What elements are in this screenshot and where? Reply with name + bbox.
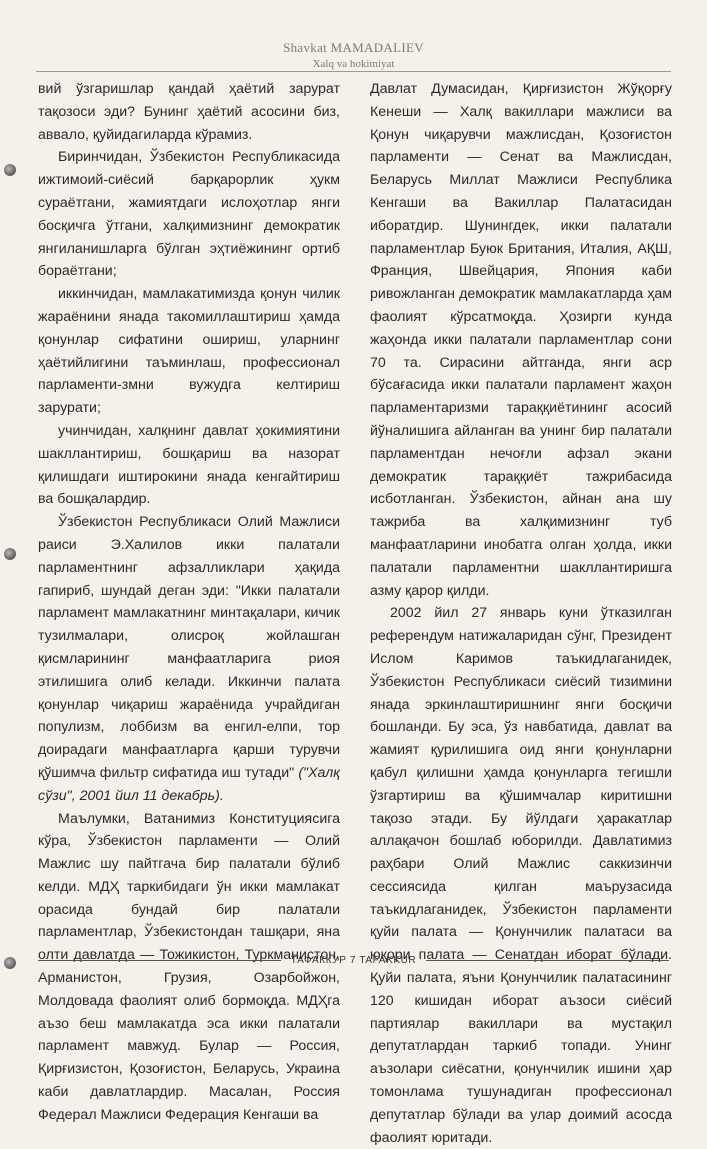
paragraph: вий ўзгаришлар қандай ҳаётий зарурат тақозоси эди? Бунинг ҳаётий асосини биз, аввало, қуйидагиларда кўрамиз.	[38, 81, 340, 143]
header-rule	[36, 71, 671, 72]
footer-label: ТАФАККУР 7 TAFAKKUR	[290, 955, 417, 966]
binder-hole-middle	[4, 548, 16, 560]
header-title: Xalq va hokimiyat	[312, 58, 395, 70]
paragraph: Биринчидан, Ўзбекистон Республикасида ижтимоий-сиёсий барқарорлик ҳукм сураётгани, жамиятдаги ислоҳотлар янги босқичга ўтгани, халқимизнинг демократик янгиланишларга бўлган эҳтиёжининг ортиб бораётгани;	[38, 149, 340, 280]
paragraph: Давлат Думасидан, Қирғизистон Жўқорғу Кенеши — Халқ вакиллари мажлиси ва Қонун чиқарувчи мажлисдан, Қозоғистон парламенти — Сенат ва Мажлисдан, Беларусь Миллат Мажлиси Республика Кенгаши ва Вакиллар Палатасидан иборатдир. Шунингдек, икки палатали парламентлар Буюк Британия, Италия, АҚШ, Франция, Швейцария, Япония каби ривожланган демократик мамлакатларда ҳам фаолият кўрсатмоқда. Ҳозирги кунда жаҳонда икки палатали парламентлар сони 70 та. Сирасини айтганда, янги аср бўсағасида икки палатали парламент жаҳон парламентаризми тараққиётининг асосий йўналишига айланган ва унинг бир палатали парламентдан нечоғли афзал экани демократик тараққиёт тажрибасида исботланган. Ўзбекистон, айнан ана шу тажриба ва халқимизнинг туб манфаатларини инобатга олган ҳолда, икки палатали парламентни шакллантиришга азму қарор қилди.	[370, 81, 672, 599]
citation: ("Халқ сўзи", 2001 йил 11 декабрь).	[38, 764, 340, 804]
header-author: Shavkat MAMADALIEV	[283, 40, 424, 55]
running-header	[0, 40, 707, 70]
page-footer	[38, 955, 669, 966]
footer-rule-left	[38, 960, 281, 961]
right-column	[370, 78, 672, 1146]
paragraph-quote	[38, 511, 340, 807]
binder-hole-top	[4, 164, 16, 176]
paragraph: 2002 йил 27 январь куни ўтказилган референдум натижаларидан сўнг, Президент Ислом Каримов таъкидлаганидек, Ўзбекистон Республикаси сиёсий тизимини янада эркинлаштиришнинг янги босқичи бошланди. Бу эса, ўз навбатида, давлат ва жамият қурилишига оид янги қонунларни қабул қилишни ҳамда қонунларга тегишли ўзгартириш ва қўшимчалар киритишни тақозо этади. Бу йўлдаги ҳаракатлар аллақачон бошлаб юборилди. Давлатимиз раҳбари Олий Мажлис саккизинчи сессиясида қилган маърузасида таъкидлаганидек, Ўзбекистон парламенти қуйи палата — Қонунчилик палатаси ва юқори палата — Сенатдан иборат бўлади. Қуйи палата, яъни Қонунчилик палатасининг 120 кишидан иборат аъзоси сиёсий партиялар вакиллари ва мустақил депутатлардан таркиб топади. Унинг аъзолари сиёсатни, қонунчилик ишини ҳар томонлама тушунадиган профессионал депутатлар бўлади ва улар доимий асосда фаолият юритади.	[370, 605, 672, 1146]
footer-rule-right	[426, 960, 669, 961]
paragraph: иккинчидан, мамлакатимизда қонун чилик жараёнини янада такомиллаштириш ҳамда қонунлар сифатини ошириш, уларнинг ҳаётийлигини таъминлаш, профессионал парламенти-змни вужудга келтириш зарурати;	[38, 286, 340, 417]
paragraph: учинчидан, халқнинг давлат ҳокимиятини шакллантириш, бошқариш ва назорат қилишдаги иштирокини янада кенгайтириш ва бошқалардир.	[38, 422, 340, 508]
quote-text: Ўзбекистон Республикаси Олий Мажлиси раиси Э.Халилов икки палатали парламентнинг афзалликлари ҳақида гапириб, шундай деган эди: "Икки палатали парламент мамлакатнинг минтақалари, кичик тузилмалари, олисроқ жойлашган қисмларининг манфаатларига риоя этилишига олиб келади. Иккинчи палата қонунлар чиқариш жараёнида учрайдиган популизм, лоббизм ва енгил-елпи, тор доирадаги манфаатларга қарши турувчи қўшимча фильтр сифатида иш тутади"	[38, 514, 340, 781]
binder-hole-bottom	[4, 957, 16, 969]
paragraph: Маълумки, Ватанимиз Конституциясига кўра, Ўзбекистон парламенти — Олий Мажлис шу пайтгача бир палатали бўлиб келди. МДҲ таркибидаги ўн икки мамлакат орасида бундай бир палатали парламентлар, Ўзбекистондан ташқари, яна олти давлатда — Тожикистон, Туркманистон, Арманистон, Грузия, Озарбойжон, Молдовада фаолият олиб бормоқда. МДҲга аъзо беш мамлакатда эса икки палатали парламент мавжуд. Булар — Россия, Қирғизистон, Қозоғистон, Беларусь, Украина каби давлатлардир. Масалан, Россия Федерал Мажлиси Федерация Кенгаши ва	[38, 810, 340, 1123]
left-column	[38, 78, 340, 1123]
